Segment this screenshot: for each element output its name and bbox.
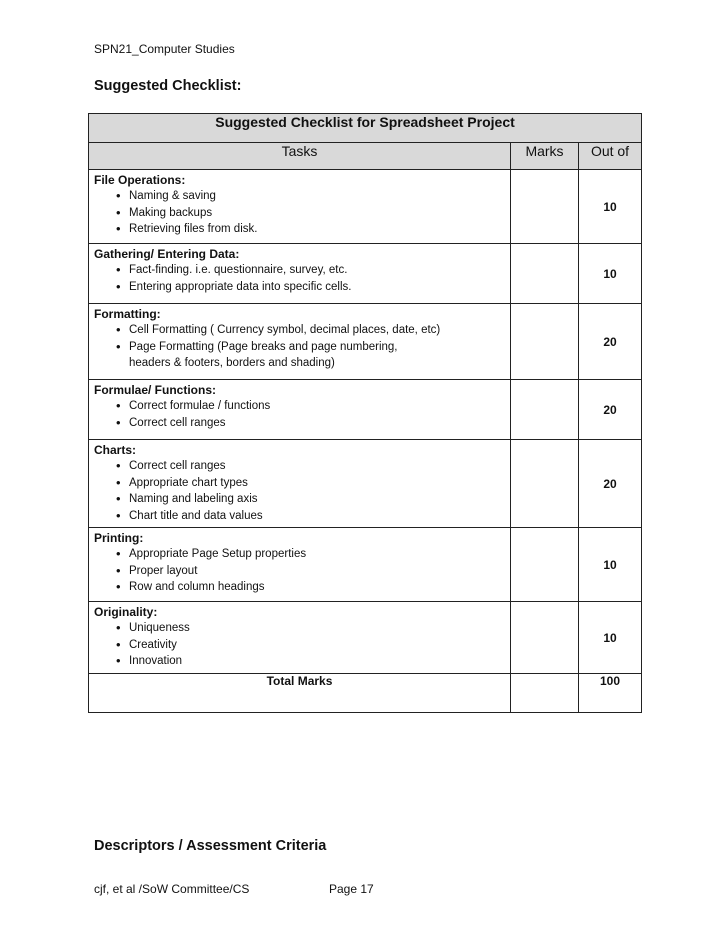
outof-cell: 10 [579,170,642,244]
task-cell [89,602,511,674]
table-row [89,244,642,304]
list-item: • Creativity [116,637,506,654]
marks-cell[interactable] [511,380,579,440]
outof-cell: 10 [579,528,642,602]
running-head: SPN21_Computer Studies [94,42,235,56]
table-row [89,170,642,244]
list-item: • Making backups [116,205,506,222]
total-label: Total Marks [89,674,511,713]
marks-cell[interactable] [511,602,579,674]
outof-cell: 20 [579,304,642,380]
task-heading: File Operations: [94,173,186,187]
list-item: • Entering appropriate data into specific cells. [116,279,506,296]
task-cell [89,304,511,380]
task-items [94,398,506,431]
task-heading: Originality: [94,605,158,619]
marks-cell[interactable] [511,440,579,528]
task-items [94,620,506,670]
list-item: • Correct cell ranges [116,458,506,475]
footer-credit: cjf, et al /SoW Committee/CS [94,882,250,896]
column-header-tasks: Tasks [89,143,511,170]
list-item: • Fact-finding. i.e. questionnaire, survey, etc. [116,262,506,279]
list-item: • Retrieving files from disk. [116,221,506,238]
outof-cell: 20 [579,380,642,440]
list-item: • Naming and labeling axis [116,491,506,508]
marks-cell[interactable] [511,304,579,380]
task-heading: Gathering/ Entering Data: [94,247,240,261]
task-items [94,188,506,238]
table-row [89,380,642,440]
table-title: Suggested Checklist for Spreadsheet Project [89,114,642,143]
descriptors-title: Descriptors / Assessment Criteria [94,838,327,854]
list-item: • Proper layout [116,563,506,580]
total-row [89,674,642,713]
task-cell [89,528,511,602]
list-item: • Uniqueness [116,620,506,637]
task-heading: Charts: [94,443,137,457]
list-item: • Correct cell ranges [116,415,506,432]
list-item: • Innovation [116,653,506,670]
marks-cell[interactable] [511,528,579,602]
task-heading: Formatting: [94,307,161,321]
task-cell [89,380,511,440]
list-item: • Row and column headings [116,579,506,596]
table-row [89,528,642,602]
list-item: • Page Formatting (Page breaks and page numbering, headers & footers, borders and shading) [116,339,506,372]
outof-cell: 20 [579,440,642,528]
task-cell [89,244,511,304]
page-number: Page 17 [329,882,374,896]
task-items [94,322,506,372]
table-title-row [89,114,642,143]
checklist-table [88,113,642,713]
list-item: • Chart title and data values [116,508,506,525]
table-row [89,304,642,380]
column-header-outof: Out of [579,143,642,170]
marks-cell[interactable] [511,244,579,304]
table-header-row [89,143,642,170]
list-item: • Correct formulae / functions [116,398,506,415]
table-row [89,602,642,674]
list-item: • Naming & saving [116,188,506,205]
column-header-marks: Marks [511,143,579,170]
outof-cell: 10 [579,244,642,304]
task-cell [89,440,511,528]
task-cell [89,170,511,244]
task-heading: Formulae/ Functions: [94,383,217,397]
section-title: Suggested Checklist: [94,78,242,94]
list-item: • Cell Formatting ( Currency symbol, decimal places, date, etc) [116,322,506,339]
total-marks-cell[interactable] [511,674,579,713]
total-outof: 100 [579,674,642,713]
table-row [89,440,642,528]
task-heading: Printing: [94,531,144,545]
marks-cell[interactable] [511,170,579,244]
task-items [94,262,506,295]
list-item: • Appropriate chart types [116,475,506,492]
task-items [94,458,506,524]
task-items [94,546,506,596]
list-item: • Appropriate Page Setup properties [116,546,506,563]
outof-cell: 10 [579,602,642,674]
